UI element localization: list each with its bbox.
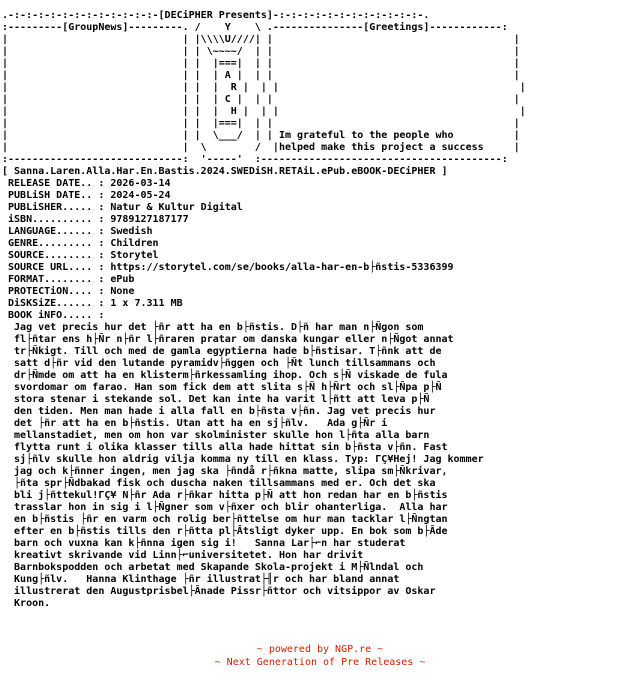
nfo-line: | | | | A | | | | [2,70,520,81]
nfo-line: ├ñta spr├Ñdbakad fisk och duscha naken tillsammans med er. Och det ska [2,478,436,489]
nfo-line: .-:-:-:-:-:-:-:-:-:-:-:-:-[DECiPHER Presents]-:-:-:-:-:-:-:-:-:-:-:-:-. [2,10,430,21]
nfo-line: | | | | C | | | | [2,94,520,105]
nfo-line: | | | |===| | | | [2,118,520,129]
nfo-line: [ Sanna.Laren.Alla.Har.En.Bastis.2024.SWEDiSH.RETAiL.ePub.eBOOK-DECiPHER ] [2,166,448,177]
nfo-line: kreativt skrivande vid Linn├⌐universitetet. Hon har drivit [2,550,364,561]
nfo-line: det ├ñr att ha en b├ñstis. Utan att ha en sj├ñlv. Ada g├Ñr i [2,418,388,429]
nfo-line: en b├ñstis ├ñr en varm och rolig ber├ñttelse om hur man tacklar l├Ñngtan [2,514,448,525]
footer-tagline: ~ Next Generation of Pre Releases ~ [214,657,426,668]
nfo-line: BOOK iNFO..... : [2,310,105,321]
nfo-line: den tiden. Men man hade i alla fall en b├ñsta v├ñn. Jag vet precis hur [2,406,436,417]
nfo-line: dr├Ñmde om att ha en klisterm├ñrkessamling ihop. Och s├Ñ viskade de fula [2,370,448,381]
nfo-line: | | |\\\\U////| | | [2,34,520,45]
nfo-line: mellanstadiet, men om hon var skolminister skulle hon l├ñta alla barn [2,430,430,441]
nfo-line: fl├ñtar ens h├Ñr n├ñr l├ñraren pratar om danska kungar eller n├Ñgot annat [2,334,454,345]
nfo-line: | | | \~~~~/ | | | [2,46,520,57]
nfo-line: svordomar om farao. Han som fick dem att slita s├Ñ h├Ñrt och sl├Ñpa p├Ñ [2,382,442,393]
nfo-line: Jag vet precis hur det ├ñr att ha en b├ñstis. D├ñ har man n├Ñgon som [2,322,424,333]
nfo-line: DiSKSiZE...... : 1 x 7.311 MB [2,298,183,309]
nfo-line: barn och vuxna kan k├ñnna igen sig i! Sanna Lar├⌐n har studerat [2,538,406,549]
nfo-line: | | | | H | | | | [2,106,526,117]
nfo-line: SOURCE........ : Storytel [2,250,159,261]
nfo-line: illustrerat den Augustprisbel├Ânade Pissr├ñttor och vitsippor av Oskar [2,586,436,597]
nfo-line: :---------[GroupNews]---------. / Y \ .---------------[Greetings]------------: [2,22,508,33]
footer-powered-by: ~ powered by NGP.re ~ [256,644,384,655]
nfo-line: SOURCE URL.... : https://storytel.com/se/books/alla-har-en-b├ñstis-5336399 [2,262,454,273]
nfo-line: | | | \___/ | | Im grateful to the people who | [2,130,520,141]
nfo-line: efter en b├ñstis tills den r├ñtta pl├Âtsligt dyker upp. En bok som b├Âde [2,526,448,537]
nfo-line: iSBN.......... : 9789127187177 [2,214,189,225]
nfo-line: Kung├ñlv. Hanna Klinthage ├ñr illustrat├╢r och har bland annat [2,574,400,585]
nfo-line: satt d├ñr vid den lutande pyramidv├ñggen och ├Ñt lunch tillsammans och [2,358,436,369]
nfo-line: GENRE......... : Children [2,238,159,249]
nfo-line: FORMAT........ : ePub [2,274,135,285]
nfo-line: LANGUAGE...... : Swedish [2,226,153,237]
footer [0,644,640,670]
nfo-line: flytta runt i olika klasser tills alla hade hittat sin b├ñsta v├ñn. Fast [2,442,448,453]
nfo-line: :-----------------------------: '-----' :----------------------------------------: [2,154,508,165]
nfo-line: Barnbokspodden och arbetat med Skapande Skola-projekt i M├Ñlndal och [2,562,424,573]
nfo-line: stora stenar i stekande sol. Det kan inte ha varit l├ñtt att leva p├Ñ [2,394,430,405]
nfo-line: tr├Ñkigt. Till och med de gamla egyptierna hade b├ñstisar. T├ñnk att de [2,346,442,357]
nfo-line: jag och k├ñnner ingen, men jag ska ├ñndå r├ñkna matte, slipa sm├Ñkrivar, [2,466,448,477]
nfo-line: | | | |===| | | | [2,58,520,69]
nfo-line: | | | | R | | | | [2,82,526,93]
nfo-line: | | \ / |helped make this project a success | [2,142,520,153]
nfo-line: Kroon. [2,598,51,609]
nfo-line: sj├ñlv skulle hon aldrig vilja komma ny till en klass. Typ: ΓÇ¥Hej! Jag kommer [2,454,484,465]
nfo-line: RELEASE DATE.. : 2026-03-14 [2,178,171,189]
nfo-line: bli j├ñttekul!ΓÇ¥ N├ñr Ada r├ñkar hitta p├Ñ att hon redan har en b├ñstis [2,490,448,501]
nfo-line: PUBLiSH DATE.. : 2024-05-24 [2,190,171,201]
nfo-line: PUBLiSHER..... : Natur & Kultur Digital [2,202,243,213]
nfo-line: trasslar hon in sig i l├Ñgner som v├ñxer och blir ohanterliga. Alla har [2,502,448,513]
nfo-line: PROTECTiON.... : None [2,286,135,297]
